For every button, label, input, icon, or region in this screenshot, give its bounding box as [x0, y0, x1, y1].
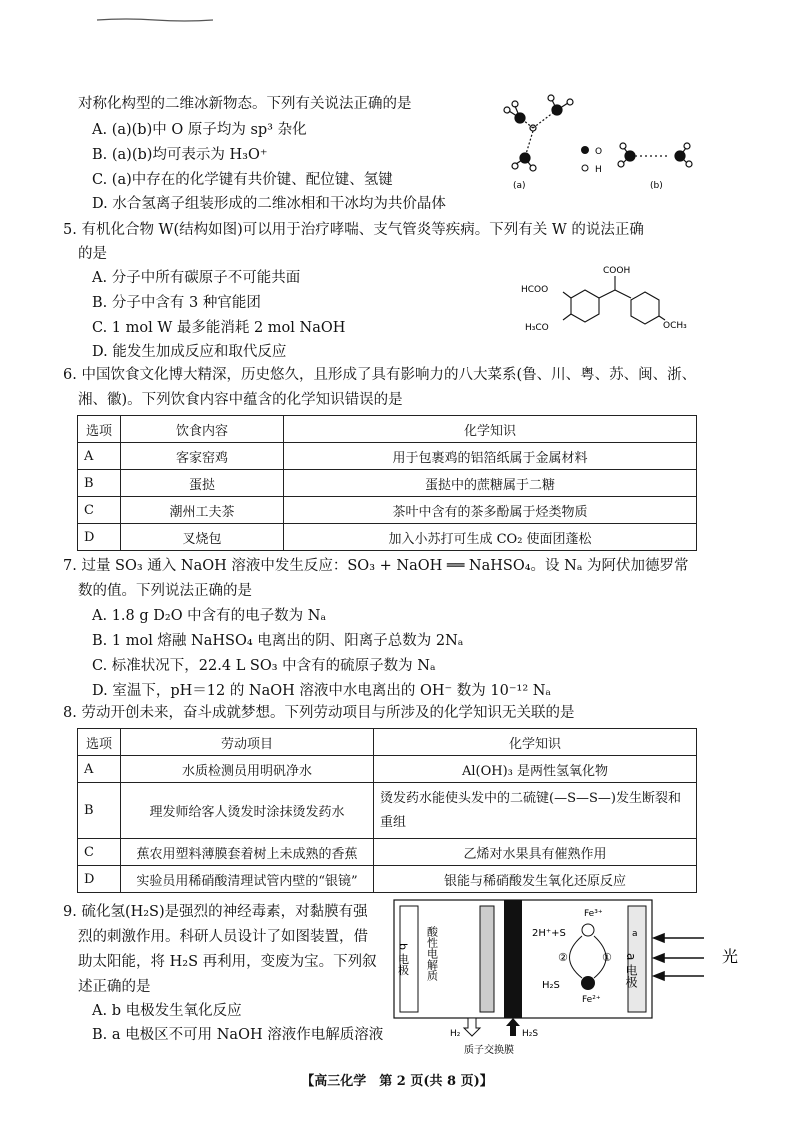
table-row [78, 443, 697, 470]
q4-molecule-figure [475, 88, 715, 198]
table-cell: A [78, 443, 121, 470]
fe3-label: Fe³⁺ [584, 909, 603, 919]
table-cell: D [78, 866, 121, 893]
table-cell: C [78, 839, 121, 866]
q5-option-c: C. 1 mol W 最多能消耗 2 mol NaOH [92, 320, 346, 336]
table-cell: B [78, 470, 121, 497]
table-row [78, 756, 697, 783]
table-header-row [78, 416, 697, 443]
q5-stem-line2: 的是 [78, 246, 107, 262]
hcoo-label: HCOO [521, 285, 549, 295]
q9-stem-line2: 烈的刺激作用。科研人员设计了如图装置，借 [78, 929, 368, 945]
electrolyte-label: 酸性电解质 [425, 926, 439, 981]
q4-option-d: D. 水合氢离子组装形成的二维冰相和干冰均为共价晶体 [92, 196, 446, 212]
q5-stem-line1: 5. 有机化合物 W(结构如图)可以用于治疗哮喘、支气管炎等疾病。下列有关 W 的说法正确 [63, 222, 644, 238]
table-row [78, 783, 697, 839]
table-cell: 理发师给客人烫发时涂抹烫发药水 [121, 783, 374, 839]
structure-a [504, 95, 573, 171]
h2-out-label: H₂ [450, 1029, 461, 1039]
label-b: (b) [650, 181, 663, 191]
table-cell: D [78, 524, 121, 551]
table-cell: Al(OH)₃ 是两性氢氧化物 [374, 756, 697, 783]
table-cell: A [78, 756, 121, 783]
step1-label: ① [602, 951, 612, 964]
q7-option-c: C. 标准状况下，22.4 L SO₃ 中含有的硫原子数为 Nₐ [92, 658, 436, 674]
q9-stem-line3: 助太阳能，将 H₂S 再利用，变废为宝。下列叙 [78, 954, 377, 970]
table-cell: 客家窑鸡 [121, 443, 284, 470]
q9-option-a: A. b 电极发生氧化反应 [92, 1003, 242, 1019]
header-cell: 化学知识 [284, 416, 697, 443]
table-cell: 茶叶中含有的茶多酚属于烃类物质 [284, 497, 697, 524]
light-label: 光 [722, 947, 739, 966]
b-electrode-label: b 电极 [396, 943, 410, 976]
table-cell: 乙烯对水果具有催熟作用 [374, 839, 697, 866]
table-row [78, 524, 697, 551]
q5-structure-figure [515, 262, 695, 342]
h3co-label: H₃CO [525, 323, 549, 333]
q7-option-b: B. 1 mol 熔融 NaHSO₄ 电离出的阴、阳离子总数为 2Nₐ [92, 633, 464, 649]
table-cell: 潮州工夫茶 [121, 497, 284, 524]
och3-label: OCH₃ [663, 321, 687, 331]
table-cell: 蛋挞 [121, 470, 284, 497]
cooh-label: COOH [603, 266, 631, 276]
q8-stem: 8. 劳动开创未来，奋斗成就梦想。下列劳动项目与所涉及的化学知识无关联的是 [63, 705, 575, 721]
q7-stem-line1: 7. 过量 SO₃ 通入 NaOH 溶液中发生反应：SO₃ + NaOH ══ NaHSO₄。设 Nₐ 为阿伏加德罗常 [63, 558, 689, 574]
table-cell: 银能与稀硝酸发生氧化还原反应 [374, 866, 697, 893]
table-cell: 加入小苏打可生成 CO₂ 使面团蓬松 [284, 524, 697, 551]
q9-apparatus-figure [392, 898, 762, 1058]
q6-stem-line2: 湘、徽)。下列饮食内容中蕴含的化学知识错误的是 [78, 392, 403, 408]
table-cell: B [78, 783, 121, 839]
q7-stem-line2: 数的值。下列说法正确的是 [78, 583, 252, 599]
q7-option-d: D. 室温下，pH＝12 的 NaOH 溶液中水电离出的 OH⁻ 数为 10⁻¹² Nₐ [92, 683, 552, 699]
q9-stem-line1: 9. 硫化氢(H₂S)是强烈的神经毒素，对黏膜有强 [63, 904, 368, 920]
table-cell: 叉烧包 [121, 524, 284, 551]
table-cell: 实验员用稀硝酸清理试管内壁的“银镜” [121, 866, 374, 893]
h2s-inner-label: H₂S [542, 980, 560, 991]
structure-b [618, 143, 692, 167]
legend-h: H [595, 165, 602, 175]
a-label: a [632, 929, 638, 939]
table-cell: 烫发药水能使头发中的二硫键(—S—S—)发生断裂和重组 [374, 783, 697, 839]
reaction-label: 2H⁺+S [532, 928, 566, 939]
header-cell: 化学知识 [374, 729, 697, 756]
header-cell: 劳动项目 [121, 729, 374, 756]
table-row [78, 839, 697, 866]
legend-o: O [595, 147, 603, 157]
q4-option-b: B. (a)(b)均可表示为 H₃O⁺ [92, 147, 268, 163]
header-cell: 饮食内容 [121, 416, 284, 443]
membrane-label: 质子交换膜 [464, 1045, 514, 1056]
table-cell: 蛋挞中的蔗糖属于二糖 [284, 470, 697, 497]
q5-option-d: D. 能发生加成反应和取代反应 [92, 344, 287, 360]
h2s-in-label: H₂S [522, 1029, 539, 1039]
top-scribble [95, 8, 215, 12]
table-cell: C [78, 497, 121, 524]
a-electrode-label: a 电极 [624, 953, 638, 989]
label-a: (a) [513, 181, 526, 191]
q9-option-b: B. a 电极区不可用 NaOH 溶液作电解质溶液 [92, 1027, 384, 1043]
table-cell: 蕉农用塑料薄膜套着树上未成熟的香蕉 [121, 839, 374, 866]
q5-option-b: B. 分子中含有 3 种官能团 [92, 295, 261, 311]
table-header-row [78, 729, 697, 756]
q9-stem-line4: 述正确的是 [78, 979, 151, 995]
q4-stem: 对称化构型的二维冰新物态。下列有关说法正确的是 [78, 96, 412, 112]
table-row [78, 470, 697, 497]
q4-option-a: A. (a)(b)中 O 原子均为 sp³ 杂化 [92, 122, 307, 138]
q8-table [77, 728, 697, 893]
header-cell: 选项 [78, 416, 121, 443]
q4-option-c: C. (a)中存在的化学键有共价键、配位键、氢键 [92, 172, 393, 188]
q5-option-a: A. 分子中所有碳原子不可能共面 [92, 270, 301, 286]
q6-table [77, 415, 697, 551]
table-cell: 用于包裹鸡的铝箔纸属于金属材料 [284, 443, 697, 470]
page-footer: 【高三化学 第 2 页(共 8 页)】 [301, 1074, 493, 1089]
fe2-label: Fe²⁺ [582, 995, 601, 1005]
q6-stem-line1: 6. 中国饮食文化博大精深，历史悠久，且形成了具有影响力的八大菜系(鲁、川、粤、苏、闽、浙、 [63, 367, 697, 383]
header-cell: 选项 [78, 729, 121, 756]
table-cell: 水质检测员用明矾净水 [121, 756, 374, 783]
table-row [78, 866, 697, 893]
table-row [78, 497, 697, 524]
q7-option-a: A. 1.8 g D₂O 中含有的电子数为 Nₐ [92, 608, 327, 624]
step2-label: ② [558, 951, 568, 964]
